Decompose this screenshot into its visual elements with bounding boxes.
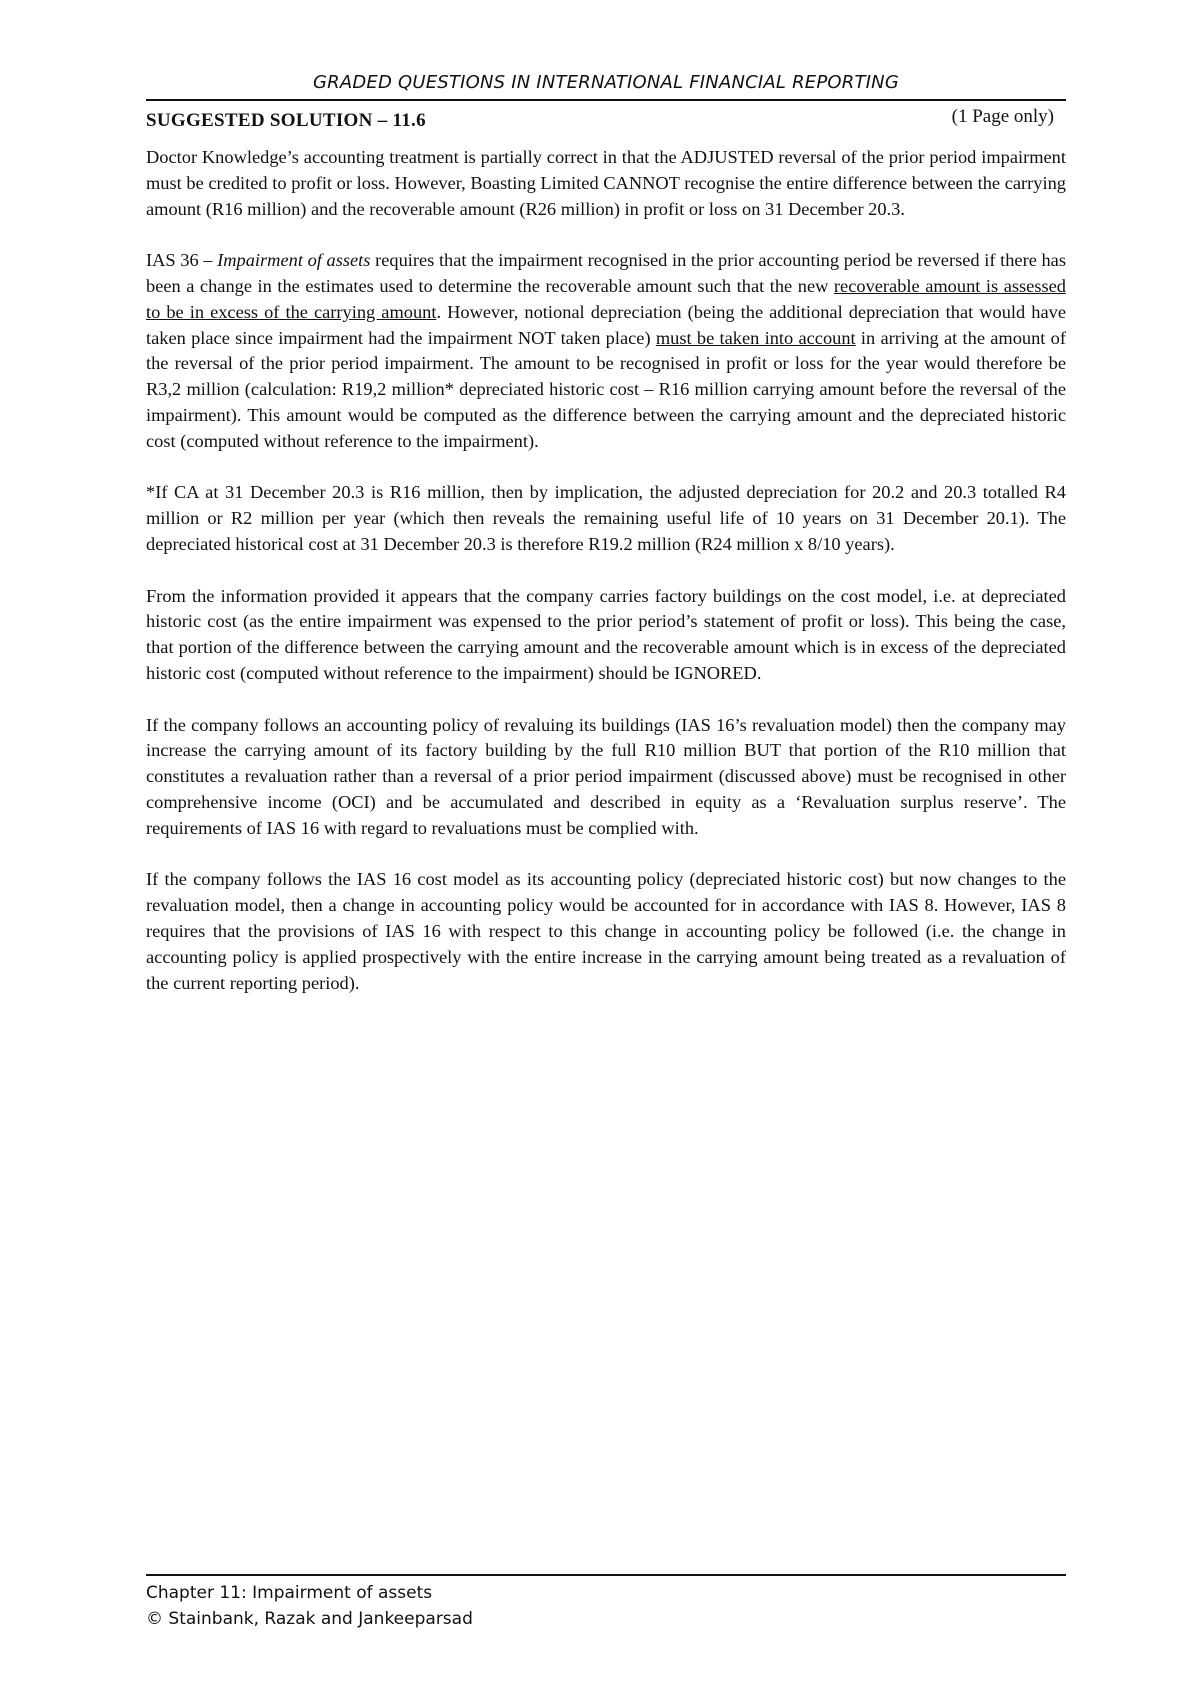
standard-name-italic: Impairment of assets	[217, 250, 371, 271]
solution-title: SUGGESTED SOLUTION – 11.6	[146, 110, 426, 131]
solution-body	[146, 145, 1066, 1022]
paragraph-2-part-a: IAS 36 –	[146, 250, 218, 271]
paragraph-2-part-g: in arriving at the amount of the reversal of the prior period impairment. The amount to be recognised in profit or loss for the year would therefore be R3,2 million (calculation: R19,2 million* depreciated historic cost – R16 million carrying amount before the reversal of the impairment). This amount would be computed as the difference between the carrying amount and the depreciated historic cost (computed without reference to the impairment).	[146, 327, 1066, 451]
paragraph-5: If the company follows an accounting policy of revaluing its buildings (IAS 16’s revaluation model) then the company may increase the carrying amount of its factory building by the full R10 million BUT that portion of the R10 million that constitutes a revaluation rather than a reversal of a prior period impairment (discussed above) must be recognised in other comprehensive income (OCI) and be accumulated and described in equity as a ‘Revaluation surplus reserve’. The requirements of IAS 16 with regard to revaluations must be complied with.	[146, 714, 1066, 838]
page-footer	[146, 1580, 1066, 1632]
running-header: GRADED QUESTIONS IN INTERNATIONAL FINANCIAL REPORTING	[313, 72, 899, 93]
footer-copyright: © Stainbank, Razak and Jankeeparsad	[146, 1609, 473, 1629]
footer-chapter: Chapter 11: Impairment of assets	[146, 1583, 433, 1603]
paragraph-2	[146, 248, 1066, 454]
paragraph-3: *If CA at 31 December 20.3 is R16 million, then by implication, the adjusted depreciation for 20.2 and 20.3 totalled R4 million or R2 million per year (which then reveals the remaining useful life of 10 years on 31 December 20.1). The depreciated historical cost at 31 December 20.3 is therefore R19.2 million (R24 million x 8/10 years).	[146, 482, 1066, 554]
underlined-phrase-taken-into-account: must be taken into account	[655, 327, 856, 348]
paragraph-1: Doctor Knowledge’s accounting treatment is partially correct in that the ADJUSTED reversal of the prior period impairment must be credited to profit or loss. However, Boasting Limited CANNOT recognise the entire difference between the carrying amount (R16 million) and the recoverable amount (R26 million) in profit or loss on 31 December 20.3.	[146, 147, 1066, 219]
paragraph-4: From the information provided it appears that the company carries factory buildings on the cost model, i.e. at depreciated historic cost (as the entire impairment was expensed to the prior period’s statement of profit or loss). This being the case, that portion of the difference between the carrying amount and the recoverable amount which is in excess of the depreciated historic cost (computed without reference to the impairment) should be IGNORED.	[146, 585, 1066, 683]
footer-divider	[146, 1574, 1066, 1576]
header-divider	[146, 99, 1066, 101]
paragraph-6: If the company follows the IAS 16 cost model as its accounting policy (depreciated historic cost) but now changes to the revaluation model, then a change in accounting policy would be accounted for in accordance with IAS 8. However, IAS 8 requires that the provisions of IAS 16 with respect to this change in accounting policy be followed (i.e. the change in accounting policy is applied prospectively with the entire increase in the carrying amount being treated as a revaluation of the current reporting period).	[146, 869, 1066, 993]
page-limit-note: (1 Page only)	[951, 106, 1054, 127]
paragraph-2-part-e: . However, notional depreciation (being the additional depreciation that would have taken place since impairment had the impairment NOT taken place)	[146, 301, 1066, 348]
paragraph-2-part-c: requires that the impairment recognised in the prior accounting period be reversed if there has been a change in the estimates used to determine the recoverable amount such that the new	[146, 250, 1067, 296]
underlined-phrase-recoverable-amount: recoverable amount is assessed to be in excess of the carrying amount	[146, 275, 1066, 322]
solution-title-row	[146, 106, 1066, 136]
